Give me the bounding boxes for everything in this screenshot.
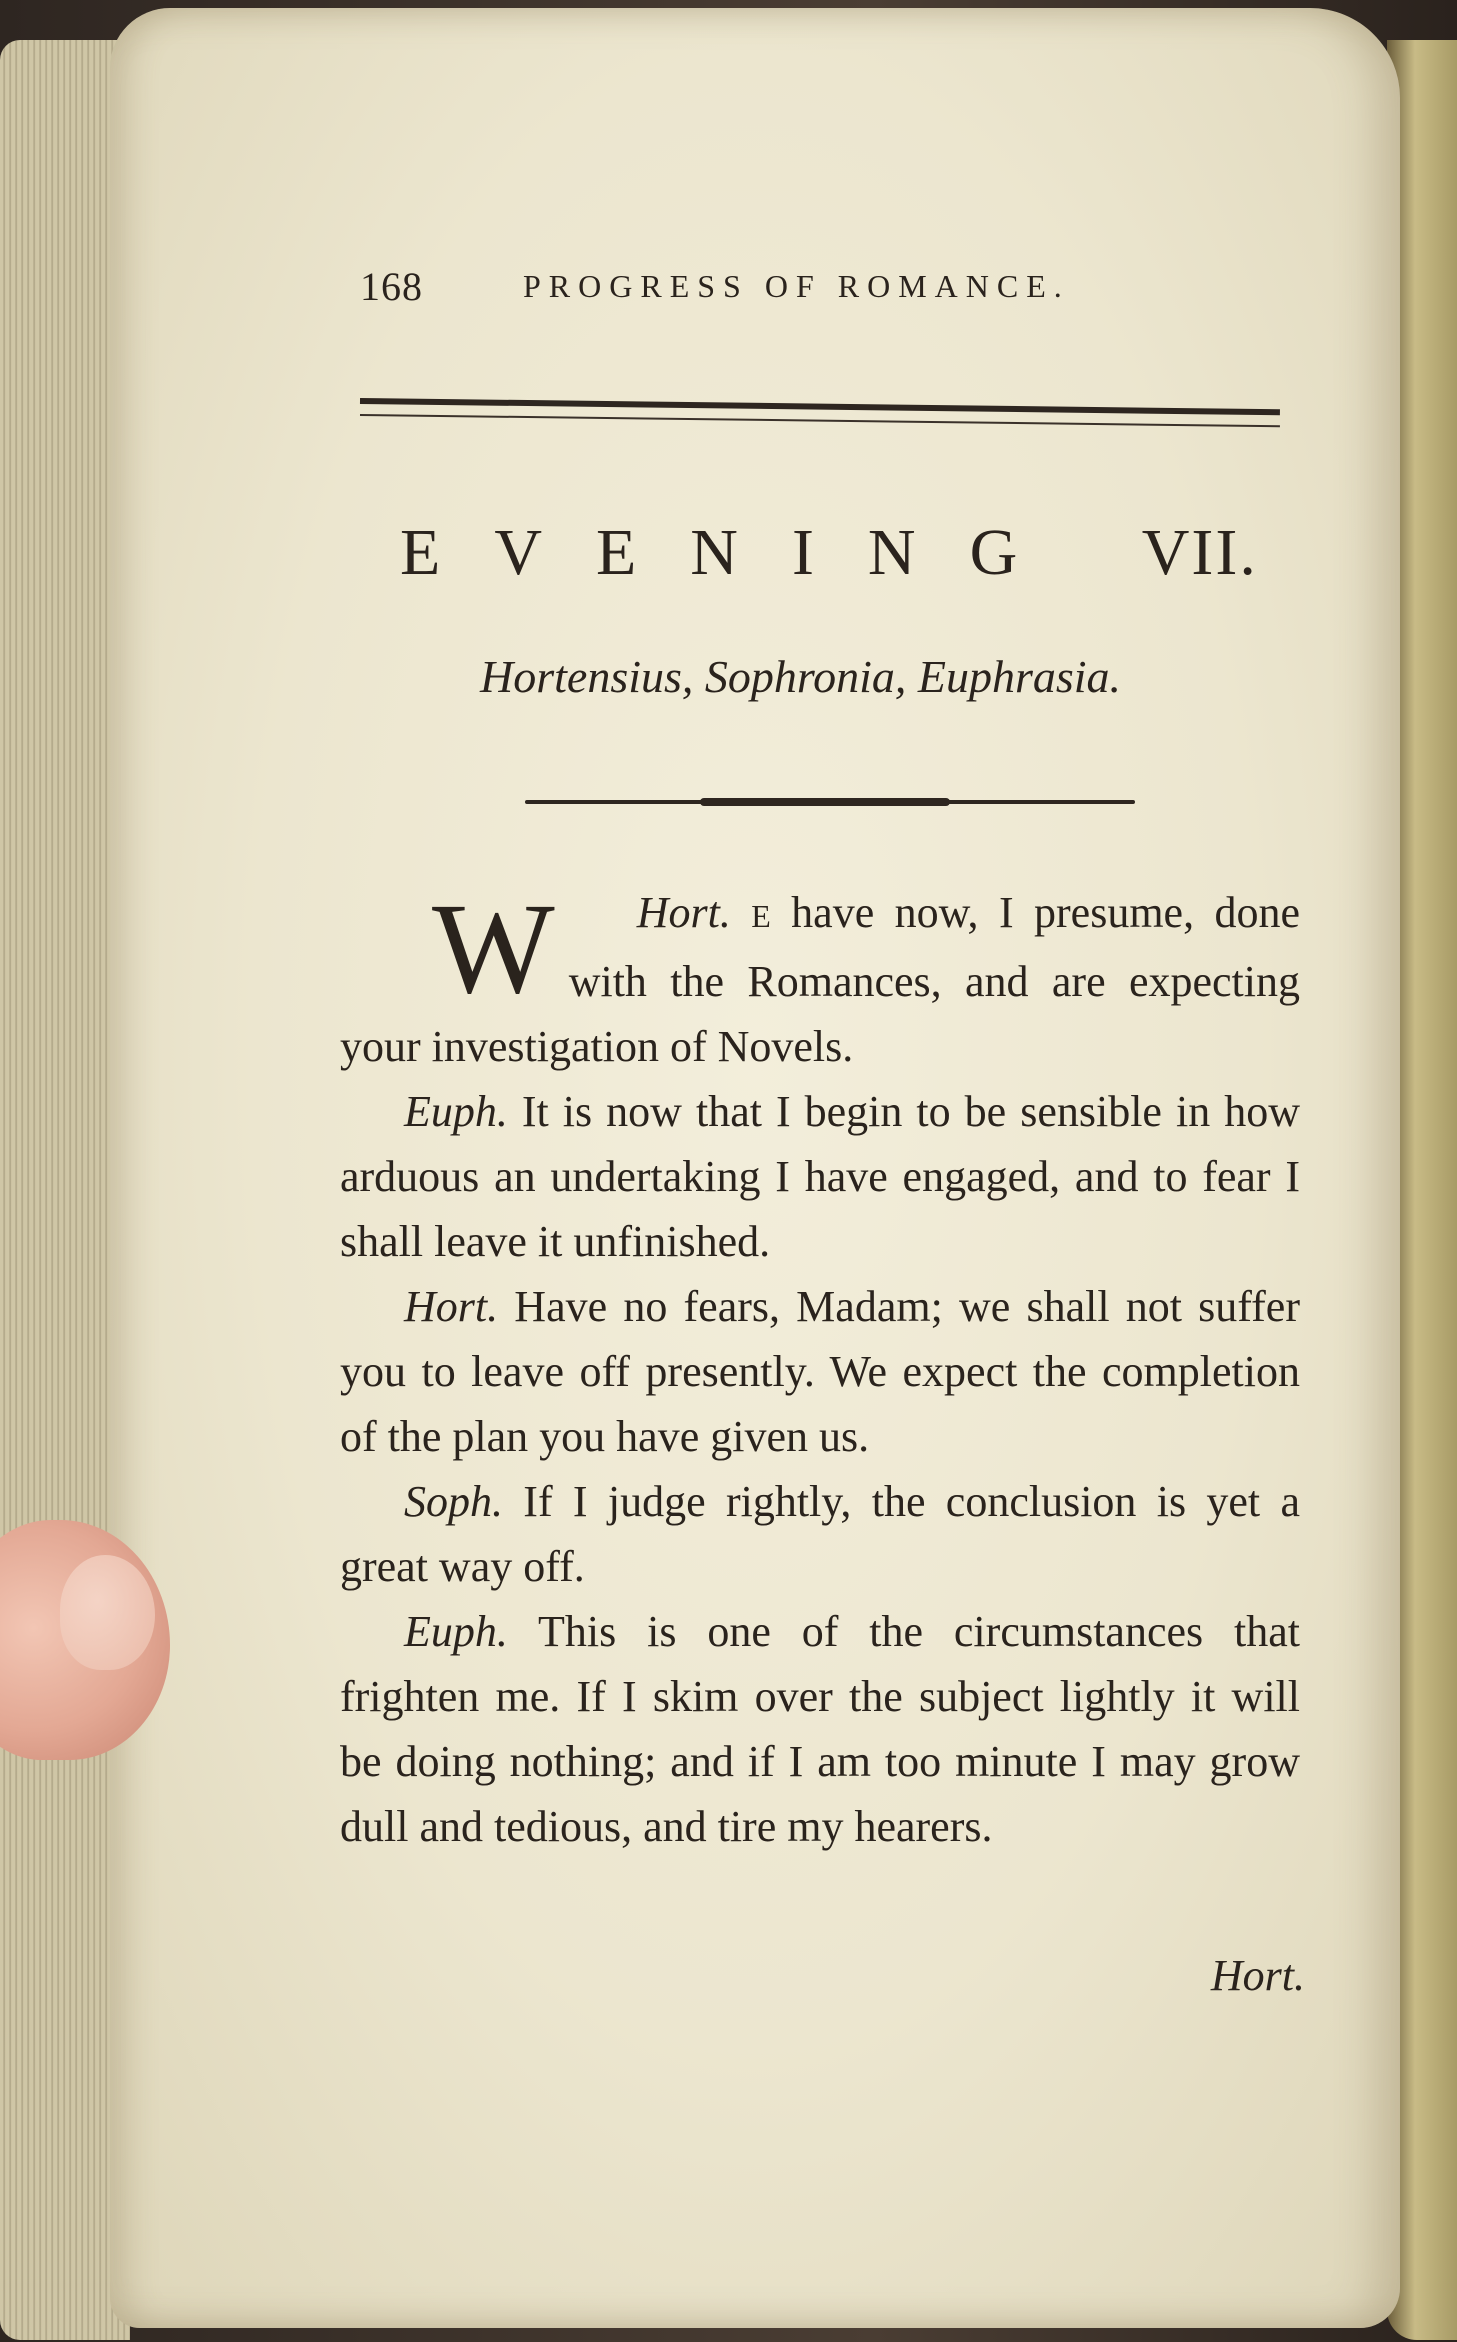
dialogue-paragraph [340, 1469, 1300, 1599]
chapter-number: VII. [1141, 516, 1258, 589]
dialogue-paragraph [340, 1079, 1300, 1274]
page-number: 168 [360, 263, 423, 309]
dialogue-body [340, 877, 1301, 2000]
speaker-label: Hort. [636, 888, 731, 937]
drop-cap: W [432, 877, 555, 1021]
speaker-label: Hort. [404, 1282, 499, 1331]
dialogue-text: This is one of the circumstances that frighten me. If I skim over the subject lightly it will be doing nothing; and if I am too minute I may grow dull and tedious, and tire my hearers. [340, 1607, 1300, 1851]
dialogue-text: If I judge rightly, the conclusion is yet a great way off. [340, 1477, 1300, 1591]
thumb-nail [60, 1555, 155, 1670]
speakers-line: Hortensius, Sophronia, Euphrasia. [480, 651, 1122, 702]
dialogue-paragraph [340, 1599, 1300, 1859]
chapter-heading [400, 515, 1280, 605]
speaker-label: Soph. [404, 1477, 503, 1526]
section-rule-center [700, 798, 950, 806]
speaker-label: Euph. [404, 1087, 508, 1136]
dialogue-paragraph [340, 877, 1301, 1079]
running-title: PROGRESS OF ROMANCE. [523, 267, 1070, 304]
dialogue-text: It is now that I begin to be sensible in how arduous an undertaking I have engaged, and to fear I shall leave it unfinished. [340, 1087, 1300, 1266]
dialogue-text: have now, I presume, done with the Romances, and are expecting your investigation of Novels. [340, 888, 1301, 1071]
speaker-label: Euph. [404, 1607, 508, 1656]
dialogue-text: Have no fears, Madam; we shall not suffer you to leave off presently. We expect the completion of the plan you have given us. [340, 1282, 1300, 1461]
running-head [360, 256, 1190, 316]
small-caps-letter: E [751, 898, 771, 934]
chapter-title: EVENING [400, 516, 1072, 589]
dialogue-paragraph [340, 1274, 1300, 1469]
catchword: Hort. [1210, 1951, 1305, 2000]
